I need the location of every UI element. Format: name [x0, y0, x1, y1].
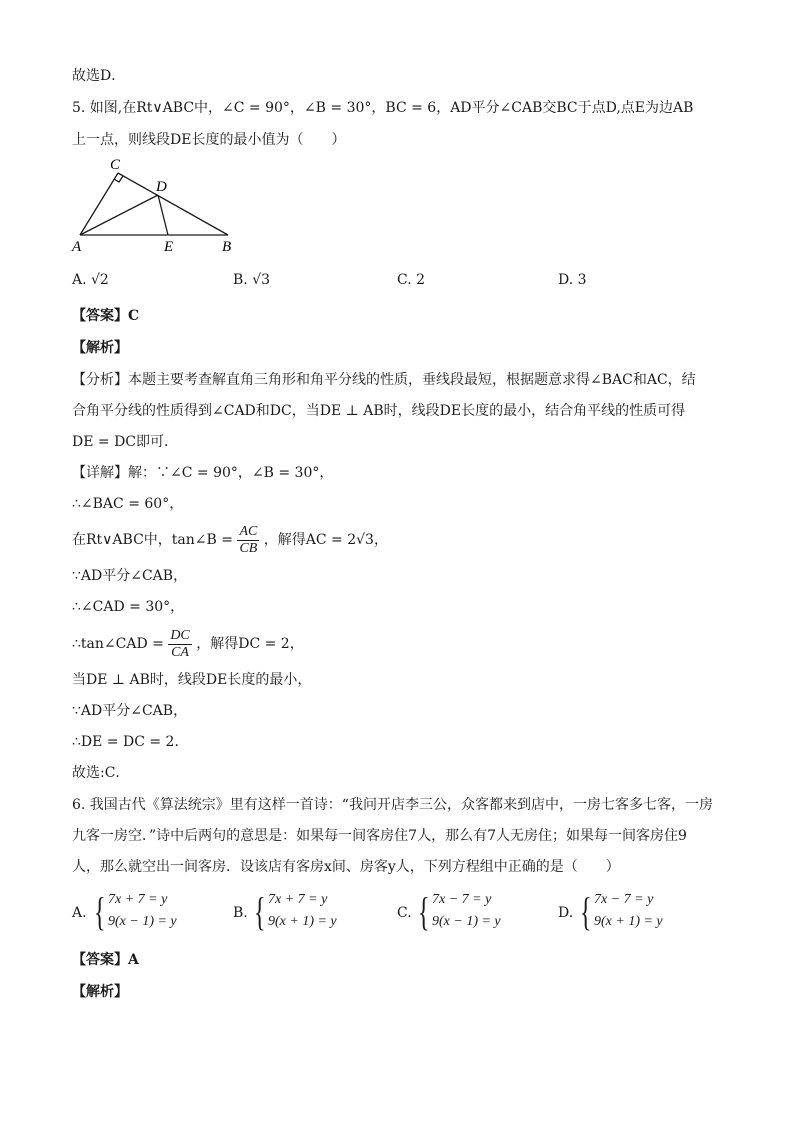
q5-detail-line7: 当DE ⊥ AB时，线段DE长度的最小，: [72, 672, 312, 688]
q6-option-c-eq2: 9(x − 1) = y: [432, 914, 501, 929]
q6-option-b-system: { 7x + 7 = y 9(x + 1) = y: [254, 889, 337, 934]
q5-detail-line3: [72, 522, 388, 558]
q5-detail6-post: ，解得DC = 2，: [196, 636, 304, 652]
q5-option-c: C. 2: [397, 272, 426, 288]
side-cb: [118, 173, 228, 235]
label-c: C: [110, 157, 121, 173]
q5-detail-line2: ∴∠BAC = 60°，: [72, 496, 184, 512]
q6-option-d-system: { 7x − 7 = y 9(x + 1) = y: [580, 889, 663, 934]
q5-analysis-title: 【解析】: [72, 340, 128, 356]
q5-fenxi-line1: 【分析】本题主要考查解直角三角形和角平分线的性质，垂线段最短，根据题意求得∠BAC和AC，结: [72, 372, 696, 388]
q6-stem-line3: 人，那么就空出一间客房．设该店有客房x间、房客y人，下列方程组中正确的是（ ）: [72, 859, 620, 875]
q6-option-d-eq1: 7x − 7 = y: [594, 892, 654, 907]
label-a: A: [72, 239, 82, 255]
q5-detail-line4: ∵AD平分∠CAB，: [72, 568, 188, 584]
q6-option-d-eq2: 9(x + 1) = y: [594, 914, 663, 929]
q5-detail3-fraction: [237, 524, 259, 557]
q6-stem-line1: 6. 我国古代《算法统宗》里有这样一首诗：“我问开店李三公，众客都来到店中，一房七客多七客，一房: [72, 797, 713, 813]
intro-line: 故选D．: [72, 68, 126, 84]
q5-fenxi-line3: DE = DC即可．: [72, 434, 179, 450]
q5-detail3-post: ，解得AC = 2√3，: [263, 532, 388, 548]
q5-stem-line1: 5. 如图,在Rt∨ABC中，∠C = 90°，∠B = 30°，BC = 6，AD平分∠CAB交BC于点D,点E为边AB: [72, 100, 694, 116]
q6-option-d-label: D.: [558, 905, 574, 921]
label-d: D: [156, 179, 167, 195]
q6-option-b-eq2: 9(x + 1) = y: [268, 914, 337, 929]
q5-detail-line9: ∴DE = DC = 2．: [72, 734, 189, 750]
q5-detail3-numerator: AC: [239, 523, 258, 539]
q6-option-a-label: A.: [72, 905, 87, 921]
q6-option-a-eq2: 9(x − 1) = y: [108, 914, 177, 929]
label-e: E: [164, 239, 174, 255]
q5-detail6-numerator: DC: [170, 627, 190, 643]
q6-option-b-eq1: 7x + 7 = y: [268, 892, 328, 907]
q5-fenxi-line2: 合角平分线的性质得到∠CAD和DC，当DE ⊥ AB时，线段DE长度的最小，结合角平线的性质可得: [72, 403, 686, 419]
q6-option-c-eq1: 7x − 7 = y: [432, 892, 492, 907]
q5-stem-line2: 上一点，则线段DE长度的最小值为（ ）: [72, 132, 346, 148]
label-b: B: [222, 239, 232, 255]
q5-answer: 【答案】C: [72, 308, 140, 324]
q6-option-a-system: { 7x + 7 = y 9(x − 1) = y: [94, 889, 177, 934]
q5-option-d: D. 3: [558, 272, 587, 288]
q5-triangle-figure: [70, 155, 240, 255]
q5-option-a: A. √2: [72, 272, 109, 288]
q5-detail-line5: ∴∠CAD = 30°，: [72, 599, 185, 615]
q5-detail-line8: ∵AD平分∠CAB，: [72, 703, 188, 719]
q5-detail3-pre: 在Rt∨ABC中，tan∠B =: [72, 532, 233, 548]
q5-detail6-pre: ∴tan∠CAD =: [72, 636, 164, 652]
q5-option-b: B. √3: [233, 272, 271, 288]
q6-option-a-eq1: 7x + 7 = y: [108, 892, 168, 907]
q5-detail-line6: [72, 626, 304, 662]
q5-detail6-denominator: CA: [171, 644, 189, 660]
q5-detail6-fraction: [168, 628, 191, 661]
q5-conclusion: 故选:C．: [72, 765, 130, 781]
q6-option-b-label: B.: [233, 905, 248, 921]
q6-answer: 【答案】A: [72, 952, 139, 968]
q6-stem-line2: 九客一房空．”诗中后两句的意思是：如果每一间客房住7人，那么有7人无房住；如果每一间客房住9: [72, 828, 687, 844]
q6-option-c-label: C.: [397, 905, 412, 921]
q6-analysis-title: 【解析】: [72, 984, 128, 1000]
q5-detail3-denominator: CB: [239, 540, 258, 556]
q5-detail-line1: 【详解】解：∵∠C = 90°，∠B = 30°，: [72, 465, 334, 481]
q6-option-c-system: { 7x − 7 = y 9(x − 1) = y: [418, 889, 501, 934]
